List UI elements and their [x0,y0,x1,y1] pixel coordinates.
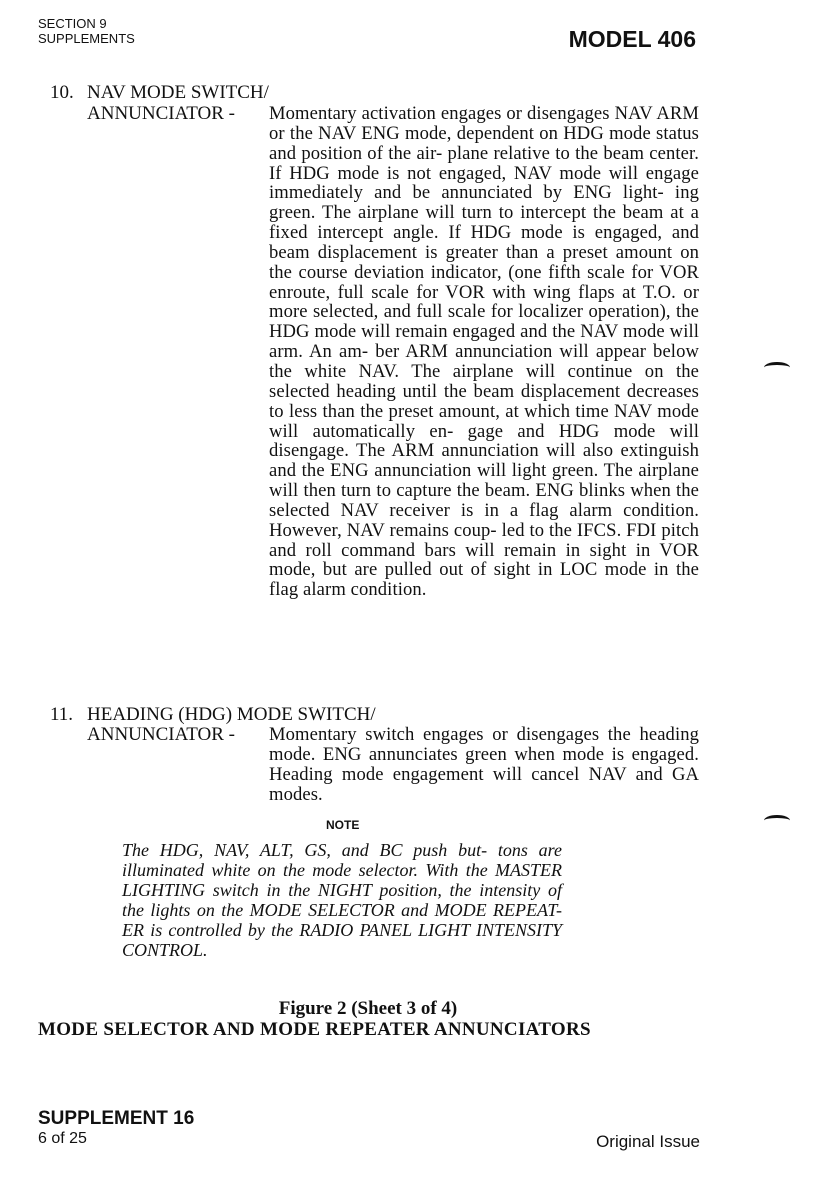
section-label: SECTION 9 [38,16,107,31]
section-header [38,16,135,46]
page-number: 6 of 25 [38,1130,87,1147]
subsection-label: SUPPLEMENTS [38,31,135,46]
model-title: MODEL 406 [568,26,696,52]
figure-title: Figure 2 (Sheet 3 of 4) [278,998,458,1019]
item-label-line1: NAV MODE SWITCH/ [87,82,269,103]
margin-mark [764,362,790,373]
issue-label: Original Issue [596,1132,700,1151]
item-description: Momentary switch engages or disengages the heading mode. ENG annunciates green when mode is engaged. Heading mode engagement will cancel NAV and GA modes. [269,724,699,805]
note-title: NOTE [326,818,360,832]
item-number: 10. [50,82,74,103]
item-label-line2: ANNUNCIATOR - [87,724,235,745]
item-label-line2: ANNUNCIATOR - [87,103,235,124]
margin-mark [764,815,790,826]
note-text: The HDG, NAV, ALT, GS, and BC push but- tons are illuminated white on the mode selector. With the MASTER LIGHTING switch in the NIGHT position, the intensity of the lights on the MODE SELECTOR and MODE REPEAT- ER is controlled by the RADIO PANEL LIGHT INTENSITY CONTROL. [122,840,562,960]
item-label-line1: HEADING (HDG) MODE SWITCH/ [87,704,376,725]
supplement-title: SUPPLEMENT 16 [38,1108,195,1129]
item-number: 11. [50,704,74,725]
figure-caption: MODE SELECTOR AND MODE REPEATER ANNUNCIATORS [38,1019,591,1040]
item-description: Momentary activation engages or disengages NAV ARM or the NAV ENG mode, dependent on HDG mode status and position of the air- plane relative to the beam center. If HDG mode is not engaged, NAV mode will engage immediately and be annunciated by ENG light- ing green. The airplane will turn to intercept the beam at a fixed intercept angle. If HDG mode is engaged, and beam displacement is greater than a preset amount on the course deviation indicator, (one fifth scale for VOR enroute, full scale for VOR with wing flaps at T.O. or more selected, and full scale for localizer operation), the HDG mode will remain engaged and the NAV mode will arm. An am- ber ARM annunciation will appear below the white NAV. The airplane will continue on the selected heading until the beam displacement decreases to less than the preset amount, at which time NAV mode will automatically en- gage and HDG mode will disengage. The ARM annunciation will also extinguish and the ENG annunciation will light green. The airplane will then turn to capture the beam. ENG blinks when the selected NAV receiver is in a flag alarm condition. However, NAV remains coup- led to the IFCS. FDI pitch and roll command bars will remain in sight in VOR mode, but are pulled out of sight in LOC mode in the flag alarm condition. [269,103,699,601]
